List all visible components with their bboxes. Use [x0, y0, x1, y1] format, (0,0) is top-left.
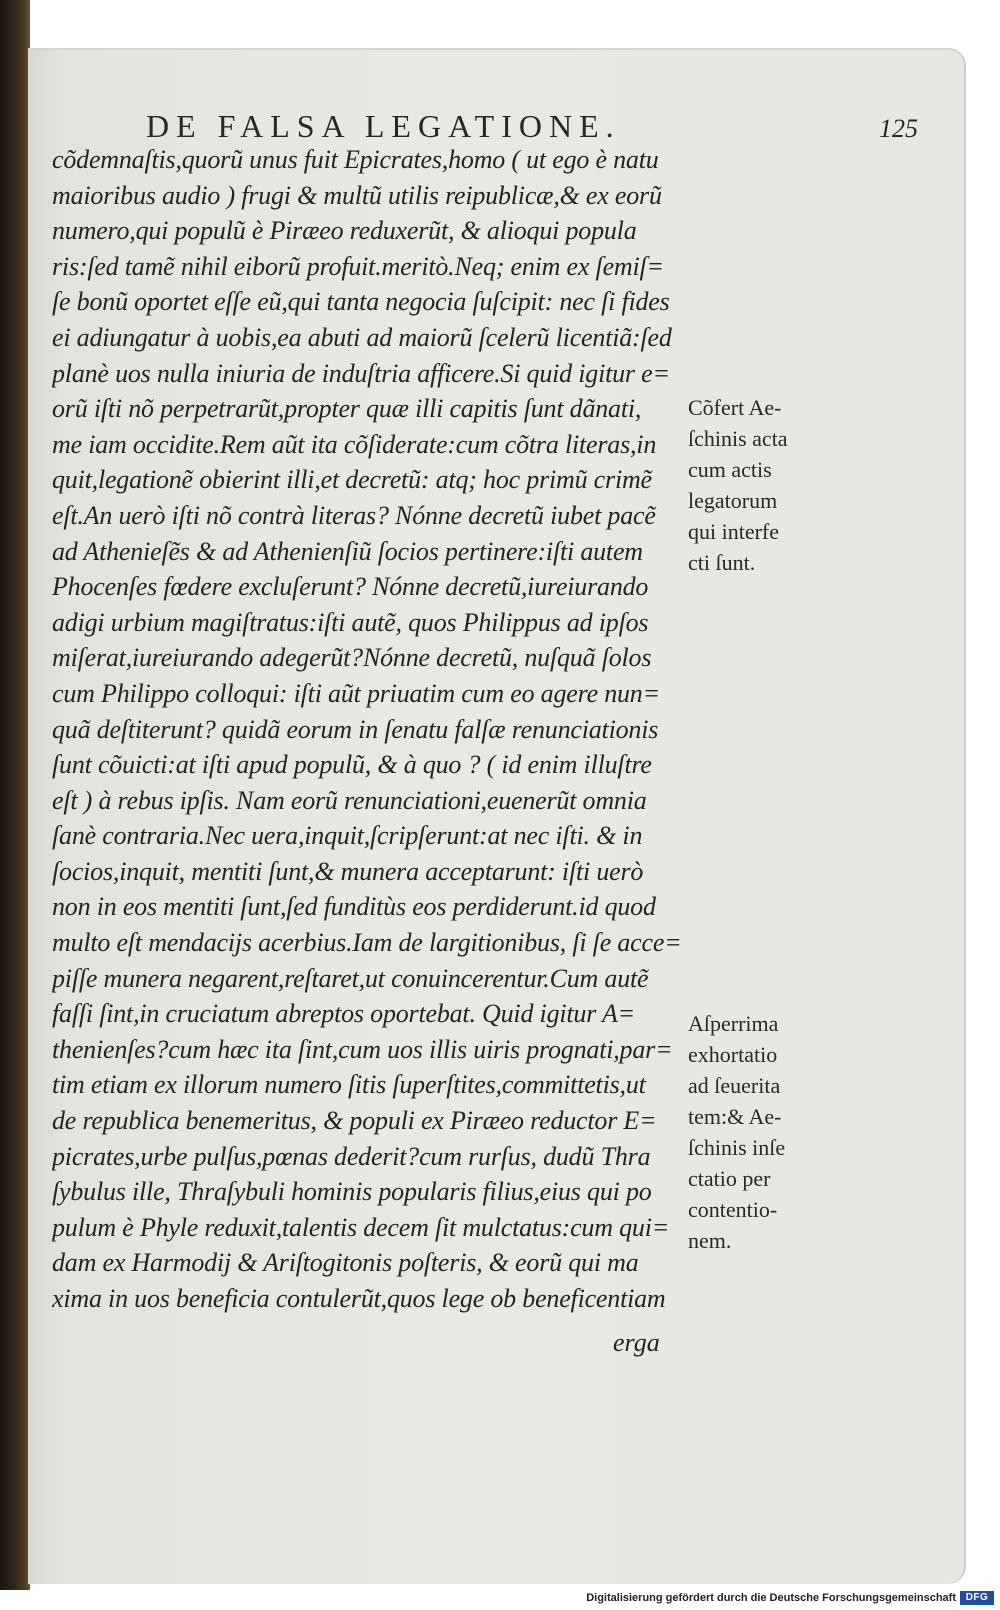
- marginal-note-line: exhortatio: [688, 1042, 778, 1067]
- text-line: quit,legationẽ obierint illi,et decretũ: atq; hoc primũ crimẽ: [52, 465, 652, 495]
- dfg-logo: DFG: [960, 1591, 994, 1605]
- text-line: xima in uos beneficia contulerũt,quos lege ob beneficentiam: [52, 1284, 666, 1313]
- text-line: non in eos mentiti ſunt,ſed funditùs eos perdiderunt.id quod: [52, 892, 656, 922]
- text-line: de republica benemeritus, & populi ex Piræeo reductor E=: [52, 1106, 657, 1136]
- text-line: planè uos nulla iniuria de induſtria afficere.Si quid igitur e=: [52, 358, 670, 388]
- text-line: eſt ) à rebus ipſis. Nam eorũ renunciationi,euenerũt omnia: [52, 785, 647, 815]
- footer-credit: Digitalisierung gefördert durch die Deutsche Forschungsgemeinschaft: [586, 1592, 956, 1604]
- marginal-note-line: ad ſeuerita: [688, 1073, 781, 1098]
- text-line: ſanè contraria.Nec uera,inquit,ſcripſerunt:at nec iſti. & in: [52, 821, 643, 851]
- text-line: tim etiam ex illorum numero ſitis ſuperſtites,committetis,ut: [52, 1070, 646, 1100]
- marginal-note-line: cti ſunt.: [688, 550, 756, 575]
- main-text-block: [52, 142, 712, 1317]
- text-line: ſocios,inquit, mentiti ſunt,& munera acceptarunt: iſti uerò: [52, 856, 644, 886]
- text-line: numero,qui populũ è Piræeo reduxerũt, & alioqui popula: [52, 216, 637, 246]
- text-line: multo eſt mendacijs acerbius.Iam de largitionibus, ſi ſe acce=: [52, 928, 682, 958]
- running-title: DE FALSA LEGATIONE.: [146, 108, 621, 144]
- catchword: erga: [613, 1328, 660, 1357]
- folio-number: 125: [879, 114, 918, 143]
- text-line: picrates,urbe pulſus,pœnas dederit?cum rurſus, dudũ Thra: [52, 1141, 651, 1171]
- text-line: ſe bonũ oportet eſſe eũ,qui tanta negocia ſuſcipit: nec ſi fides: [52, 287, 670, 317]
- text-line: quã deſtiterunt? quidã eorum in ſenatu falſæ renunciationis: [52, 714, 659, 744]
- text-line: orũ iſti nõ perpetrarũt,propter quæ illi capitis ſunt dãnati,: [52, 394, 642, 424]
- marginal-note-line: ctatio per: [688, 1166, 771, 1191]
- text-line: eſt.An uerò iſti nõ contrà literas? Nónne decretũ iubet pacẽ: [52, 500, 656, 530]
- book-binding-edge: [0, 0, 30, 1590]
- text-line: miſerat,iureiurando adegerũt?Nónne decretũ, nuſquã ſolos: [52, 643, 652, 673]
- text-line: Phocenſes fœdere excluſerunt? Nónne decretũ,iureiurando: [52, 572, 649, 602]
- marginal-note-line: legatorum: [688, 488, 778, 513]
- marginal-note-2: [688, 1008, 828, 1256]
- marginal-note-1: [688, 392, 828, 578]
- marginal-note-line: nem.: [688, 1228, 732, 1253]
- marginal-note-line: contentio-: [688, 1197, 778, 1222]
- text-line: piſſe munera negarent,reſtaret,ut conuincerentur.Cum autẽ: [52, 963, 649, 993]
- marginal-note-line: cum actis: [688, 457, 772, 482]
- text-line: me iam occidite.Rem aũt ita cõſiderate:cum cõtra literas,in: [52, 429, 657, 459]
- text-line: adigi urbium magiſtratus:iſti autẽ, quos Philippus ad ipſos: [52, 607, 649, 637]
- text-line: ſybulus ille, Thraſybuli hominis popularis filius,eius qui po: [52, 1177, 652, 1207]
- marginal-note-line: tem:& Ae-: [688, 1104, 782, 1129]
- text-line: maioribus audio ) frugi & multũ utilis reipublicæ,& ex eorũ: [52, 180, 662, 210]
- marginal-note-line: ſchinis inſe: [688, 1135, 786, 1160]
- text-line: dam ex Harmodij & Ariſtogitonis poſteris, & eorũ qui ma: [52, 1248, 639, 1278]
- text-line: ſunt cõuicti:at iſti apud populũ, & à quo ? ( id enim illuſtre: [52, 750, 652, 780]
- marginal-note-line: ſchinis acta: [688, 426, 788, 451]
- text-line: ris:ſed tamẽ nihil eiborũ profuit.meritò.Neq; enim ex ſemiſ=: [52, 251, 664, 281]
- marginal-note-line: qui interfe: [688, 519, 780, 544]
- marginal-note-line: Aſperrima: [688, 1011, 779, 1036]
- text-line: pulum è Phyle reduxit,talentis decem ſit mulctatus:cum qui=: [52, 1212, 670, 1242]
- text-line: thenienſes?cum hæc ita ſint,cum uos illis uiris prognati,par=: [52, 1034, 673, 1064]
- text-line: faſſi ſint,in cruciatum abreptos oportebat. Quid igitur A=: [52, 999, 635, 1029]
- text-line: ad Athenieſẽs & ad Athenienſiũ ſocios pertinere:iſti autem: [52, 536, 643, 566]
- marginal-note-line: Cõfert Ae-: [688, 395, 782, 420]
- text-line: cum Philippo colloqui: iſti aũt priuatim cum eo agere nun=: [52, 678, 660, 708]
- text-line: cõdemnaſtis,quorũ unus fuit Epicrates,homo ( ut ego è natu: [52, 145, 659, 174]
- text-line: ei adiungatur à uobis,ea abuti ad maiorũ ſcelerũ licentiã:ſed: [52, 322, 672, 352]
